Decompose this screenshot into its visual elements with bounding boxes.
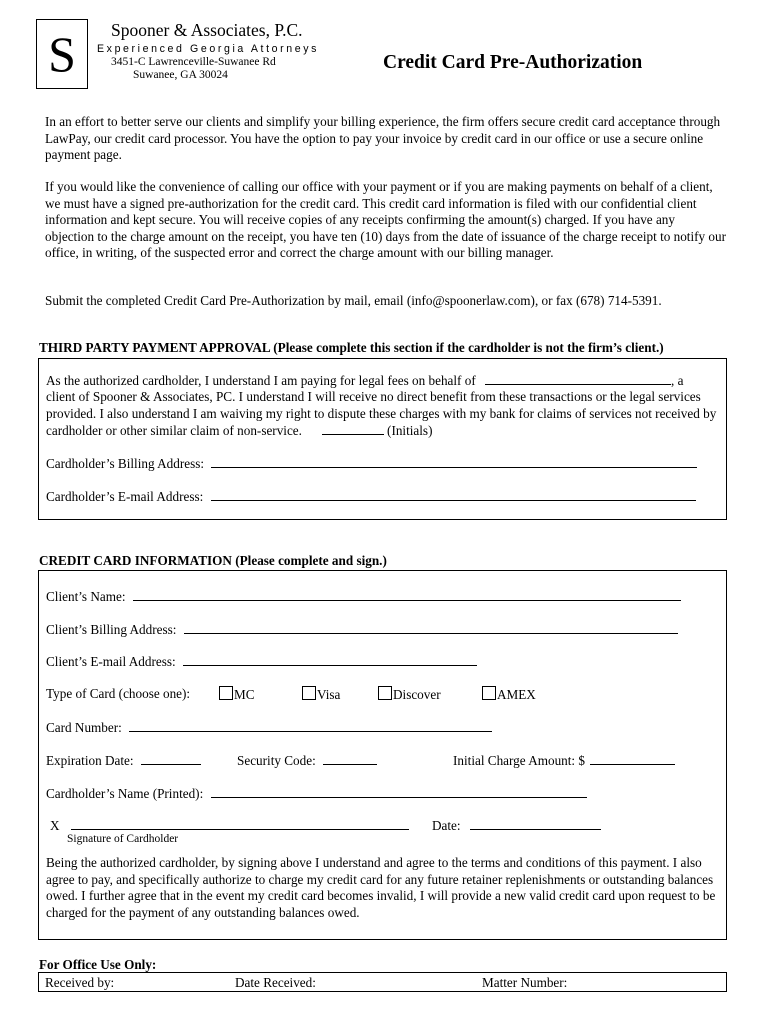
expiration-field[interactable] — [141, 752, 201, 765]
beneficiary-client-field[interactable] — [485, 372, 671, 385]
card-number-row — [46, 719, 492, 736]
date-field[interactable] — [470, 817, 601, 830]
client-billing-row — [46, 621, 678, 638]
date-received-label: Date Received: — [235, 975, 316, 990]
card-number-field[interactable] — [129, 719, 492, 732]
intro-paragraph-3: Submit the completed Credit Card Pre-Authorization by mail, email (info@spoonerlaw.com), or fax (678) 714-5391. — [45, 293, 662, 308]
card-type-amex[interactable] — [482, 686, 536, 703]
checkbox-visa[interactable] — [302, 686, 316, 700]
charge-amount-field[interactable] — [590, 752, 675, 765]
checkbox-discover[interactable] — [378, 686, 392, 700]
card-type-label: Type of Card (choose one): — [46, 686, 191, 701]
cardholder-name-row — [46, 785, 587, 802]
card-type-visa-label: Visa — [317, 687, 341, 702]
office-use-table — [38, 972, 727, 992]
card-type-mc-label: MC — [234, 687, 255, 702]
received-by-label: Received by: — [45, 975, 115, 990]
card-number-label: Card Number: — [46, 720, 122, 735]
intro-paragraph-2: If you would like the convenience of calling our office with your payment or if you are making payments on behalf of a client, we must have a signed pre-authorization for the credit card. This credit card information is filed with our confidential client information and kept secure. You will receive copies of any receipts confirming the amount(s) charged. If you have any objection to the charge amount on the receipt, you have ten (10) days from the date of issuance of the charge receipt to notify our office, in writing, of the suspected error and correct the charge amount with our billing manager. — [45, 179, 726, 260]
initials-field[interactable] — [322, 422, 384, 435]
security-code-row — [237, 752, 377, 769]
signature-row — [50, 817, 409, 834]
charge-amount-row — [453, 752, 675, 769]
cardholder-billing-field[interactable] — [211, 455, 697, 468]
logo-letter: S — [48, 26, 76, 82]
cardholder-billing-label: Cardholder’s Billing Address: — [46, 456, 204, 471]
card-type-visa[interactable] — [302, 686, 340, 703]
intro-paragraph-1: In an effort to better serve our clients and simplify your billing experience, the firm offers secure credit card acceptance through LawPay, our credit card processor. You have the option to pay your invoice by credit card in our office or use a secure online payment page. — [45, 114, 721, 162]
firm-address-line1: 3451-C Lawrenceville-Suwanee Rd — [111, 56, 276, 68]
third-party-line1 — [46, 372, 683, 389]
matter-number-label: Matter Number: — [482, 975, 568, 990]
card-type-discover[interactable] — [378, 686, 441, 703]
checkbox-amex[interactable] — [482, 686, 496, 700]
security-code-field[interactable] — [323, 752, 377, 765]
expiration-label: Expiration Date: — [46, 753, 134, 768]
client-email-field[interactable] — [183, 653, 477, 666]
firm-address-line2: Suwanee, GA 30024 — [133, 69, 228, 81]
third-party-text-rest: client of Spooner & Associates, PC. I understand I will receive no direct benefit from these transactions or the legal services provided. I also understand I am waiving my right to dispute these charges with my bank for claims of services not received by cardholder or other similar claim of non-service. — [46, 389, 717, 438]
firm-logo — [36, 19, 88, 89]
signature-label: Signature of Cardholder — [67, 833, 179, 845]
card-type-discover-label: Discover — [393, 687, 441, 702]
firm-name: Spooner & Associates, P.C. — [111, 20, 303, 40]
charge-amount-label: Initial Charge Amount: $ — [453, 753, 585, 768]
signature-x: X — [50, 818, 60, 833]
cardholder-billing-row — [46, 455, 697, 472]
client-billing-field[interactable] — [184, 621, 678, 634]
agreement-text: Being the authorized cardholder, by signing above I understand and agree to the terms and conditions of this payment. I also agree to pay, and specifically authorize to charge my credit card for any future retainer replenishments or outstanding balances owed. I further agree that in the event my credit card becomes invalid, I will provide a new valid credit card upon request to be charged for the payment of any outstanding balances owed. — [46, 855, 716, 920]
date-label: Date: — [432, 818, 461, 833]
office-use-heading: For Office Use Only: — [39, 957, 157, 972]
card-info-heading: CREDIT CARD INFORMATION (Please complete and sign.) — [39, 553, 387, 568]
card-type-row — [46, 686, 190, 702]
cardholder-name-label: Cardholder’s Name (Printed): — [46, 786, 204, 801]
client-name-row — [46, 588, 681, 605]
client-name-field[interactable] — [133, 588, 681, 601]
page-title: Credit Card Pre-Authorization — [383, 52, 643, 73]
cardholder-email-row — [46, 488, 696, 505]
date-row — [432, 817, 601, 834]
third-party-text-block — [46, 389, 720, 440]
client-name-label: Client’s Name: — [46, 589, 126, 604]
firm-tagline: Experienced Georgia Attorneys — [97, 43, 320, 55]
third-party-heading: THIRD PARTY PAYMENT APPROVAL (Please complete this section if the cardholder is not the firm’s client.) — [39, 340, 664, 355]
expiration-row — [46, 752, 201, 769]
initials-label: (Initials) — [387, 423, 433, 438]
client-billing-label: Client’s Billing Address: — [46, 622, 177, 637]
third-party-text-a: , a — [671, 373, 684, 388]
client-email-label: Client’s E-mail Address: — [46, 654, 176, 669]
client-email-row — [46, 653, 477, 670]
card-info-box — [38, 570, 727, 940]
signature-field[interactable] — [71, 817, 409, 830]
security-code-label: Security Code: — [237, 753, 316, 768]
cardholder-email-label: Cardholder’s E-mail Address: — [46, 489, 204, 504]
third-party-text-start: As the authorized cardholder, I understand I am paying for legal fees on behalf of — [46, 373, 476, 388]
card-type-mc[interactable] — [219, 686, 255, 703]
cardholder-email-field[interactable] — [211, 488, 696, 501]
card-type-amex-label: AMEX — [497, 687, 536, 702]
cardholder-name-field[interactable] — [211, 785, 587, 798]
third-party-box — [38, 358, 727, 520]
checkbox-mc[interactable] — [219, 686, 233, 700]
